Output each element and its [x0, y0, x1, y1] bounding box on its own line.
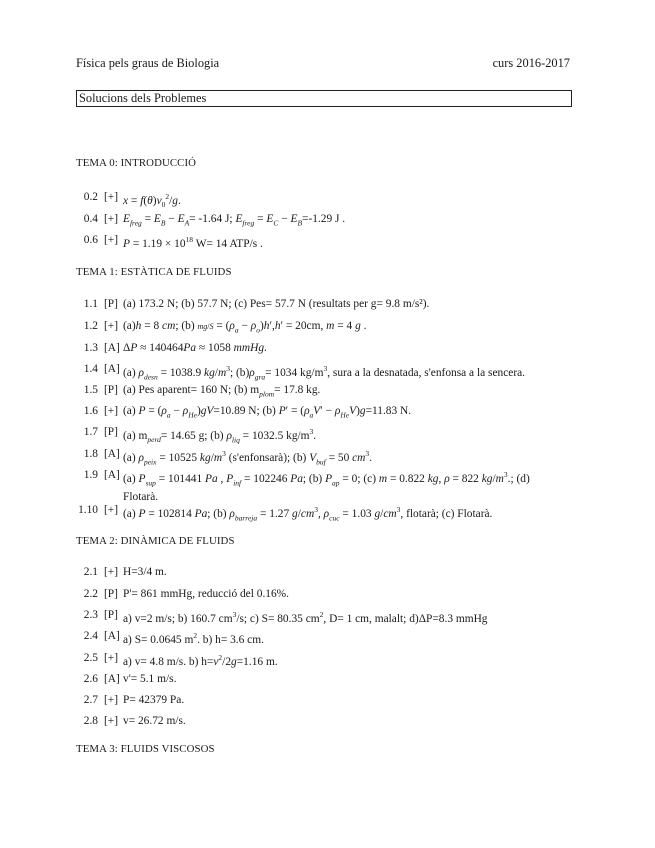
difficulty-tag: [P] [104, 609, 118, 621]
solution-text: v'= 5.1 m/s. [123, 673, 177, 685]
solution-text: $x = f(\theta)v_0^2/g$. [123, 192, 181, 210]
solution-text: P= 42379 Pa. [123, 694, 185, 706]
problem-number: 1.10 [78, 504, 98, 516]
difficulty-tag: [A] [104, 673, 120, 685]
solution-text: (a)h = 8 cm; (b) $mg/S = (\rho_a - \rho_o)h',h' = 20cm$, m = 4 g . [123, 320, 367, 335]
difficulty-tag: [+] [104, 694, 119, 706]
difficulty-tag: [A] [104, 363, 120, 375]
difficulty-tag: [+] [104, 320, 119, 332]
difficulty-tag: [A] [104, 448, 120, 460]
solution-text: (a) $m_{perd}= 14.65$ g; (b) $\rho_{liq} = 1032.5$ $kg/m^3$. [123, 427, 317, 445]
course-year: curs 2016-2017 [492, 56, 570, 70]
problem-number: 1.7 [83, 426, 98, 438]
problem-number: 1.1 [83, 298, 98, 310]
solution-text: (a) $\rho_{desn} = 1038.9$ $kg/m^3$; $(b)\rho_{gra}= 1034$ $kg/m^3$, sura a la desnatada, s'enfonsa a la sencera. [123, 364, 526, 382]
problem-number: 2.5 [83, 652, 98, 664]
problem-number: 1.5 [83, 384, 98, 396]
solution-text: (a) Pes aparent= 160 N; (b) $m_{plom}= 17.8$ kg. [123, 384, 321, 399]
difficulty-tag: [+] [104, 405, 119, 417]
section-title: TEMA 2: DINÀMICA DE FLUIDS [76, 535, 235, 547]
difficulty-tag: [P] [104, 384, 118, 396]
solution-text: (a) 173.2 N; (b) 57.7 N; (c) Pes= 57.7 N (resultats per g= 9.8 m/s²). [123, 298, 430, 310]
problem-number: 2.6 [83, 673, 98, 685]
problem-number: 1.9 [83, 469, 98, 481]
difficulty-tag: [A] [104, 630, 120, 642]
solutions-title-box: Solucions dels Problemes [76, 90, 572, 107]
problem-number: 2.3 [83, 609, 98, 621]
problem-number: 1.8 [83, 448, 98, 460]
section-title: TEMA 3: FLUIDS VISCOSOS [76, 743, 215, 755]
problem-number: 1.4 [83, 363, 98, 375]
difficulty-tag: [A] [104, 342, 120, 354]
difficulty-tag: [+] [104, 652, 119, 664]
problem-number: 1.3 [83, 342, 98, 354]
problem-number: 1.2 [83, 320, 98, 332]
difficulty-tag: [+] [104, 715, 119, 727]
problem-number: 1.6 [83, 405, 98, 417]
solution-text: a) S= 0.0645 $m^2$. b) h= 3.6 cm. [123, 631, 264, 646]
solution-text: ΔP ≈ 140464Pa ≈ 1058 mmHg. [123, 342, 267, 354]
difficulty-tag: [P] [104, 588, 118, 600]
difficulty-tag: [A] [104, 469, 120, 481]
difficulty-tag: [+] [104, 566, 119, 578]
section-title: TEMA 0: INTRODUCCIÓ [76, 157, 197, 169]
solution-text: (a) $\rho_{peix} = 10525$ $kg/m^3$ (s'enfonsarà); (b) $V_{buf} = 50$ $cm^3$. [123, 449, 373, 467]
difficulty-tag: [P] [104, 298, 118, 310]
solution-text: $P = 1.19 \times 10^{18}$ W= 14 ATP/s . [123, 235, 263, 250]
solution-text: $E_{freg} = E_B - E_A= -1.64$ J; $E_{freg} = E_C - E_B=-1.29$ J . [123, 213, 346, 228]
section-title: TEMA 1: ESTÀTICA DE FLUIDS [76, 266, 232, 278]
problem-number: 0.4 [83, 213, 98, 225]
problem-number: 2.4 [83, 630, 98, 642]
solution-text: v= 26.72 m/s. [123, 715, 186, 727]
problem-number: 2.8 [83, 715, 98, 727]
solution-text: (a) $P = (\rho_a - \rho_{He})gV=10.89$ N; (b) $P' = (\rho_aV' - \rho_{He}V)g=11.83$ N. [123, 405, 412, 420]
solution-text: H=3/4 m. [123, 566, 167, 578]
difficulty-tag: [+] [104, 191, 119, 203]
course-title: Física pels graus de Biologia [76, 56, 220, 70]
problem-number: 0.6 [83, 234, 98, 246]
difficulty-tag: [+] [104, 504, 119, 516]
difficulty-tag: [+] [104, 234, 119, 246]
problem-number: 2.1 [83, 566, 98, 578]
difficulty-tag: [+] [104, 213, 119, 225]
solution-text: P'= 861 mmHg, reducció del 0.16%. [123, 588, 290, 600]
solution-text: a) v= 4.8 m/s. b) $h=v^2/2g=1.16$ m. [123, 653, 278, 668]
problem-number: 2.2 [83, 588, 98, 600]
solution-text: a) v=2 m/s; b) 160.7 $cm^3/s$; c) S= 80.35 $cm^2$, D= 1 cm, malalt; d)ΔP=8.3 mmHg [123, 610, 488, 625]
solution-text: (a) $P_{sup} = 101441$ Pa , $P_{inf} = 102246$ Pa; (b) $P_{ap} = 0$; (c) m = 0.822 kg, ρ = 822 $kg/m^3$.; (d) Flotarà. [123, 470, 530, 504]
problem-number: 2.7 [83, 694, 98, 706]
solution-text: (a) P = 102814 Pa; (b) $\rho_{barreja} = 1.27$ $g/cm^3$, $\rho_{cuc} = 1.03$ $g/cm^3$, flotarà; (c) Flotarà. [123, 505, 493, 523]
difficulty-tag: [P] [104, 426, 118, 438]
problem-number: 0.2 [83, 191, 98, 203]
page-header [76, 56, 570, 72]
